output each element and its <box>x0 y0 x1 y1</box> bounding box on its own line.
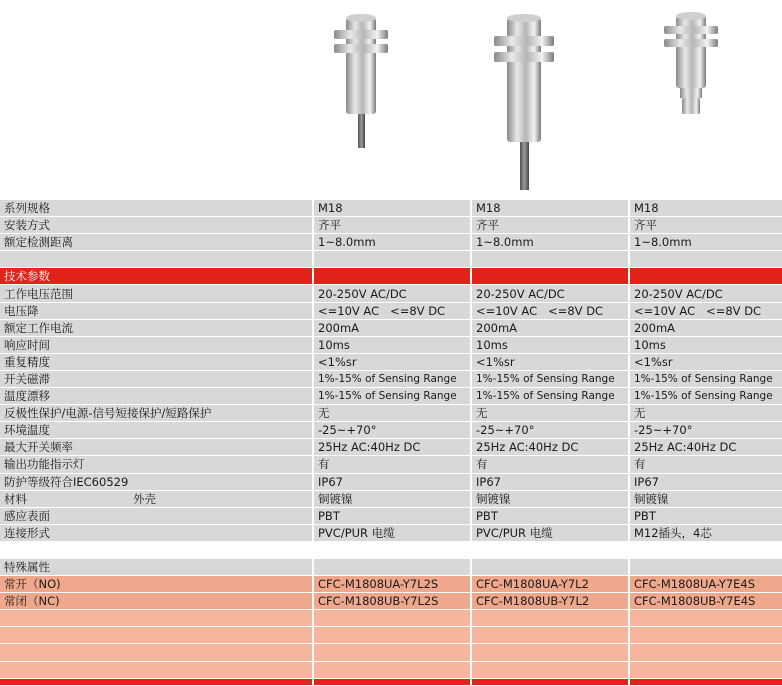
cell: 20-250V AC/DC <box>471 285 629 302</box>
cell: 齐平 <box>471 217 629 234</box>
cell: CFC-M1808UB-Y7L2 <box>471 593 629 610</box>
cell: 齐平 <box>629 217 782 234</box>
cell: PBT <box>629 507 782 524</box>
cell: -25~+70° <box>629 422 782 439</box>
cell: 25Hz AC:40Hz DC <box>313 439 471 456</box>
cell: 1~8.0mm <box>313 234 471 251</box>
row-label: 安装方式 <box>0 217 313 234</box>
cell: 无 <box>313 405 471 422</box>
row-label: 开关磁滞 <box>0 370 313 387</box>
product-images-svg <box>0 0 782 200</box>
spec-row <box>0 319 782 336</box>
cell: 1%-15% of Sensing Range <box>471 388 629 405</box>
spec-row <box>0 439 782 456</box>
sensor-image-2 <box>494 14 554 190</box>
spec-row <box>0 422 782 439</box>
row-label: 环境温度 <box>0 422 313 439</box>
product-images <box>0 0 782 200</box>
cell: CFC-M1808UA-Y7L2S <box>313 576 471 593</box>
spec-row <box>0 507 782 524</box>
material-face-label: 感应表面 <box>0 507 313 524</box>
spec-row <box>0 285 782 302</box>
spec-row <box>0 370 782 387</box>
spec-row <box>0 234 782 251</box>
cell: 200mA <box>629 319 782 336</box>
material-housing-label: 外壳 <box>133 491 156 506</box>
model-row-no <box>0 576 782 593</box>
row-label: 常开（NO) <box>0 576 313 593</box>
empty-row <box>0 644 782 661</box>
cell: 10ms <box>313 336 471 353</box>
cell: 有 <box>313 456 471 473</box>
cell: M18 <box>313 200 471 217</box>
row-label: 最大开关频率 <box>0 439 313 456</box>
row-label: 重复精度 <box>0 353 313 370</box>
cell: IP67 <box>471 473 629 490</box>
cell: <1%sr <box>313 353 471 370</box>
row-label: 常闭（NC) <box>0 593 313 610</box>
cell: M12插头，4芯 <box>629 524 782 541</box>
spec-row <box>0 473 782 490</box>
cell: -25~+70° <box>471 422 629 439</box>
spacer-row <box>0 251 782 268</box>
cell: <=10V AC <=8V DC <box>629 302 782 319</box>
row-label: 反极性保护/电源-信号短接保护/短路保护 <box>0 405 313 422</box>
cell: 有 <box>471 456 629 473</box>
spec-row <box>0 456 782 473</box>
row-label-material <box>0 490 313 507</box>
cell: 20-250V AC/DC <box>629 285 782 302</box>
cell: 铜镀镍 <box>313 490 471 507</box>
cell: 铜镀镍 <box>629 490 782 507</box>
spec-row <box>0 388 782 405</box>
cell: 1%-15% of Sensing Range <box>629 370 782 387</box>
cell: CFC-M1808UA-Y7L2 <box>471 576 629 593</box>
spacer-row <box>0 541 782 558</box>
row-label: 输出功能指示灯 <box>0 456 313 473</box>
empty-row <box>0 627 782 644</box>
cell: 25Hz AC:40Hz DC <box>471 439 629 456</box>
cell: M18 <box>471 200 629 217</box>
row-label: 电压降 <box>0 302 313 319</box>
cell: IP67 <box>629 473 782 490</box>
spec-row <box>0 524 782 541</box>
cell: 铜镀镍 <box>471 490 629 507</box>
empty-row <box>0 661 782 678</box>
spec-row <box>0 302 782 319</box>
row-label: 温度漂移 <box>0 388 313 405</box>
cell: PBT <box>471 507 629 524</box>
cell: 10ms <box>471 336 629 353</box>
cell: PBT <box>313 507 471 524</box>
cell: 1%-15% of Sensing Range <box>313 388 471 405</box>
material-label: 材料 <box>4 491 27 506</box>
row-label: 连接形式 <box>0 524 313 541</box>
cell: 200mA <box>471 319 629 336</box>
spec-row <box>0 200 782 217</box>
cell: 1%-15% of Sensing Range <box>629 388 782 405</box>
section-title: 特殊属性 <box>0 558 313 575</box>
cell: 1~8.0mm <box>629 234 782 251</box>
spec-row <box>0 336 782 353</box>
row-label: 响应时间 <box>0 336 313 353</box>
empty-row <box>0 610 782 627</box>
section-header-special <box>0 558 782 575</box>
cell: 齐平 <box>313 217 471 234</box>
cell: <=10V AC <=8V DC <box>471 302 629 319</box>
spec-row <box>0 217 782 234</box>
cell: 1~8.0mm <box>471 234 629 251</box>
cell: PVC/PUR 电缆 <box>313 524 471 541</box>
cell: 200mA <box>313 319 471 336</box>
bottom-bar <box>0 678 782 685</box>
row-label: 额定工作电流 <box>0 319 313 336</box>
cell: 无 <box>629 405 782 422</box>
cell: -25~+70° <box>313 422 471 439</box>
row-label: 系列规格 <box>0 200 313 217</box>
cell: 1%-15% of Sensing Range <box>313 370 471 387</box>
row-label: 防护等级符合IEC60529 <box>0 473 313 490</box>
cell: CFC-M1808UB-Y7E4S <box>629 593 782 610</box>
cell: 10ms <box>629 336 782 353</box>
row-label: 工作电压范围 <box>0 285 313 302</box>
spec-row <box>0 490 782 507</box>
spec-row <box>0 353 782 370</box>
row-label: 额定检测距离 <box>0 234 313 251</box>
cell: 无 <box>471 405 629 422</box>
cell: 20-250V AC/DC <box>313 285 471 302</box>
cell: IP67 <box>313 473 471 490</box>
sensor-image-1 <box>334 14 388 148</box>
section-title: 技术参数 <box>0 268 313 285</box>
section-header-tech <box>0 268 782 285</box>
cell: 有 <box>629 456 782 473</box>
cell: PVC/PUR 电缆 <box>471 524 629 541</box>
cell: CFC-M1808UB-Y7L2S <box>313 593 471 610</box>
model-row-nc <box>0 593 782 610</box>
cell: 25Hz AC:40Hz DC <box>629 439 782 456</box>
cell: <=10V AC <=8V DC <box>313 302 471 319</box>
spec-row <box>0 405 782 422</box>
cell: <1%sr <box>471 353 629 370</box>
spec-table <box>0 200 782 686</box>
cell: 1%-15% of Sensing Range <box>471 370 629 387</box>
cell: M18 <box>629 200 782 217</box>
cell: CFC-M1808UA-Y7E4S <box>629 576 782 593</box>
cell: <1%sr <box>629 353 782 370</box>
sensor-image-3 <box>664 12 718 114</box>
